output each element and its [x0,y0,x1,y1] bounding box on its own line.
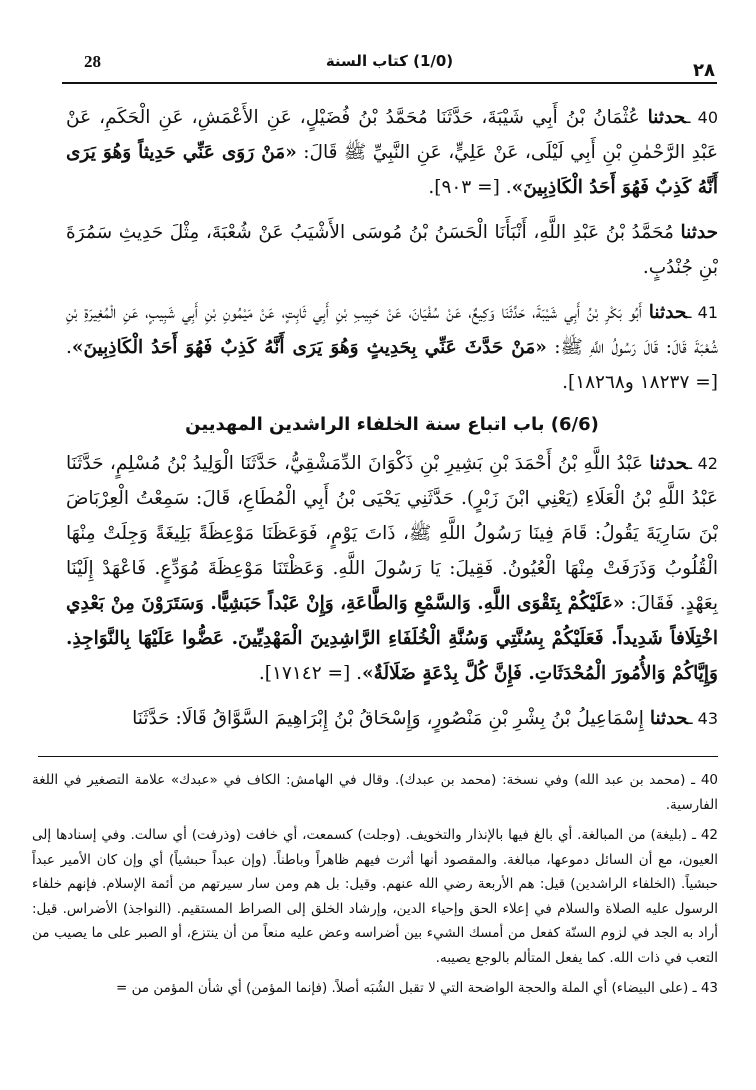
cross-reference: . [= ١٨٢٣٧ و١٨٢٦٨]. [66,337,718,393]
running-title: (1/0) كتاب السنة [325,52,454,70]
footnote-number: 43 ـ [692,980,718,996]
footnotes [32,768,718,1007]
header-divider [62,82,717,84]
isnad-text: عَبْدُ اللَّهِ بْنُ أَحْمَدَ بْنِ بَشِيرِ بْنِ ذَكْوَانَ الدِّمَشْقِيُّ، حَدَّثَنَا الْوَلِيدُ بْنُ مُسْلِمٍ، حَدَّثَنَا عَبْدُ اللَّهِ بْنُ الْعَلَاءِ (يَعْنِي ابْنَ زَبْرٍ). حَدَّثَنِي يَحْيَى بْنُ أَبِي الْمُطَاعِ، قَالَ: سَمِعْتُ الْعِرْبَاضَ بْنَ سَارِيَةَ يَقُولُ: قَامَ فِينَا رَسُولُ اللَّهِ ﷺ، ذَاتَ يَوْمٍ، فَوَعَظَنَا مَوْعِظَةً بَلِيغَةً وَجِلَتْ مِنْهَا الْقُلُوبُ وَذَرَفَتْ مِنْهَا الْعُيُونُ. فَقِيلَ: يَا رَسُولَ اللَّهِ. وَعَظْتَنَا مَوْعِظَةَ مُوَدِّعٍ. فَاعْهَدْ إِلَيْنَا بِعَهْدٍ. فَقَالَ: [66,453,718,614]
hadith-42 [66,446,718,691]
haddathana-keyword: حدثنا [649,453,688,474]
hadith-41 [66,295,718,400]
hadith-number: 40 ـ [685,108,718,127]
footnote-number: 40 ـ [691,772,718,788]
hadith-number: 41 ـ [686,303,718,322]
hadith-matn: «مَنْ رَوَى عَنِّي حَدِيثاً وَهُوَ يَرَى أَنَّهُ كَذِبٌ فَهُوَ أَحَدُ الْكَاذِبِينَ» [66,142,718,198]
isnad-text: مُحَمَّدُ بْنُ عَبْدِ اللَّهِ، أَنْبَأَنَا الْحَسَنُ بْنُ مُوسَى الأَشْيَبُ عَنْ شُعْبَةَ، مِثْلَ حَدِيثِ سَمُرَةَ بْنِ جُنْدُبٍ. [66,222,718,278]
footnote-divider [38,756,718,757]
page-header [62,50,717,81]
haddathana-keyword: حدثنا [647,107,686,128]
footnote-43 [32,976,718,1001]
hadith-number: 43 ـ [687,709,718,728]
footnote-42 [32,823,718,970]
haddathana-keyword: حدثنا [680,222,718,243]
haddathana-keyword: حدثنا [648,302,687,323]
hadith-40-second-chain [66,215,718,285]
isnad-text: إِسْمَاعِيلُ بْنُ بِشْرِ بْنِ مَنْصُورٍ، وَإِسْحَاقُ بْنُ إِبْرَاهِيمَ السَّوَّاقُ قَالَا: حَدَّثَنَا [132,708,650,729]
isnad-text: أَبُو بَكْرِ بْنُ أَبِي شَيْبَةَ، حَدَّثَنَا وَكِيعٌ، عَنْ سُفْيَانَ، عَنْ حَبِيبِ بْنِ أَبِي ثَابِتٍ، عَنْ مَيْمُونِ بْنِ أَبِي شَبِيبٍ، عَنِ الْمُغِيرَةِ بْنِ شُعْبَةَ قَالَ: قَالَ رَسُولُ اللَّهِ ﷺ: [66,302,719,358]
isnad-text: عُثْمَانُ بْنُ أَبِي شَيْبَةَ، حَدَّثَنَا مُحَمَّدُ بْنُ فُضَيْلٍ، عَنِ الأَعْمَشِ، عَنِ الْحَكَمِ، عَنْ عَبْدِ الرَّحْمٰنِ بْنِ أَبِي لَيْلَى، عَنْ عَلِيٍّ، عَنِ النَّبِيِّ ﷺ قَالَ: [66,107,718,163]
hadith-matn: «عَلَيْكُمْ بِتَقْوَى اللَّهِ. وَالسَّمْعِ وَالطَّاعَةِ، وَإِنْ عَبْداً حَبَشِيًّا. وَسَتَرَوْنَ مِنْ بَعْدِي اخْتِلَافاً شَدِيداً. فَعَلَيْكُمْ بِسُنَّتِي وَسُنَّةِ الْخُلَفَاءِ الرَّاشِدِينَ الْمَهْدِيِّينَ. عَضُّوا عَلَيْهَا بِالنَّوَاجِذِ. وَإِيَّاكُمْ وَالأُمُورَ الْمُحْدَثَاتِ. فَإِنَّ كُلَّ بِدْعَةٍ ضَلَالَةٌ» [66,593,718,684]
footnote-text: (بليغة) من المبالغة. أي بالغ فيها بالإنذار والتخويف. (وجلت) كسمعت، أي خافت (وذرفت) أي سالت. وفي إسنادها إلى العيون، مع أن السائل دموعها، مبالغة. والمقصود أنها أثرت فيهم ظاهراً وباطناً. (وإن عبداً حبشياً) أي وإن كان الأمير عبداً حبشياً. (الخلفاء الراشدين) قيل: هم الأربعة رضي الله عنهم. وقيل: بل هم ومن سار سيرتهم من أئمة الإسلام. فإنهم خلفاء الرسول عليه الصلاة والسلام في إعلاء الحق وإحياء الدين، وإرشاد الخلق إلى الصراط المستقيم. (النواجذ) الأضراس. قيل: أراد به الجد في لزوم السنّة كفعل من أمسك الشيء بين أضراسه وعض عليه منعاً من أن ينتزع، أو الصبر على ما يصيب من التعب في ذات الله. كما يفعل المتألم بالوجع يصيبه. [32,827,718,966]
cross-reference: . [= ٩٠٣]. [428,177,512,198]
hadith-43 [66,701,718,736]
hadith-number: 42 ـ [687,454,718,473]
haddathana-keyword: حدثنا [649,708,688,729]
hadith-40 [66,100,718,205]
footnote-text: (محمد بن عبد الله) وفي نسخة: (محمد بن عبدك). وقال في الهامش: الكاف في «عبدك» علامة التصغير في اللغة الفارسية. [32,772,718,813]
page-number-arabic: ٢٨ [693,60,715,81]
chapter-title: (6/6) باب اتباع سنة الخلفاء الراشدين المهديين [185,414,599,435]
footnote-text: (على البيضاء) أي الملة والحجة الواضحة التي لا تقبل الشُبَه أصلاً. (فإنما المؤمن) أي شأن المؤمن من = [115,980,689,996]
main-text [66,100,718,746]
hadith-matn: «مَنْ حَدَّثَ عَنِّي بِحَدِيثٍ وَهُوَ يَرَى أَنَّهُ كَذِبٌ فَهُوَ أَحَدُ الْكَاذِبِينَ» [71,337,547,358]
cross-reference: . [= ١٧١٤٢]. [258,663,363,684]
footnote-40 [32,768,718,817]
page-number-latin: 28 [84,52,101,71]
footnote-number: 42 ـ [691,827,719,843]
